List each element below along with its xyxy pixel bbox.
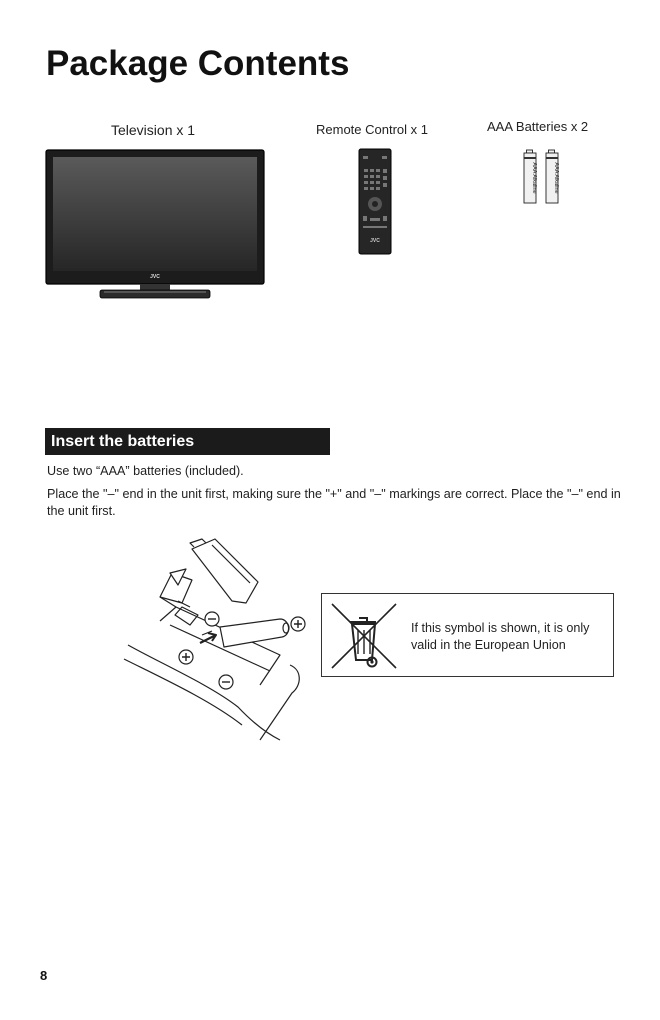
section-header: Insert the batteries [45, 428, 330, 455]
instruction-text-1: Use two “AAA” batteries (included). [47, 464, 244, 478]
battery-1-label: AAA Alkaline [531, 162, 537, 194]
television-caption: Television x 1 [111, 122, 196, 138]
page-number: 8 [40, 968, 48, 983]
page-title: Package Contents [46, 44, 350, 83]
remote-brand-logo: JVC [370, 238, 380, 244]
instruction-text-2: Place the "–" end in the unit first, making sure the "+" and "–" markings are correct. Place the "–" end in the unit first. [47, 487, 621, 518]
batteries-illustration [522, 148, 562, 206]
tv-brand-logo: JVC [150, 274, 160, 280]
battery-2-label: AAA Alkaline [553, 162, 559, 194]
remote-illustration [358, 148, 392, 256]
weee-notice-box [321, 593, 614, 677]
weee-notice-text: If this symbol is shown, it is only valid in the European Union [411, 621, 590, 652]
remote-caption: Remote Control x 1 [316, 122, 428, 137]
crossed-out-bin-icon [328, 600, 400, 672]
battery-insertion-illustration [120, 535, 320, 745]
batteries-caption: AAA Batteries x 2 [487, 119, 589, 134]
television-illustration [44, 148, 268, 304]
